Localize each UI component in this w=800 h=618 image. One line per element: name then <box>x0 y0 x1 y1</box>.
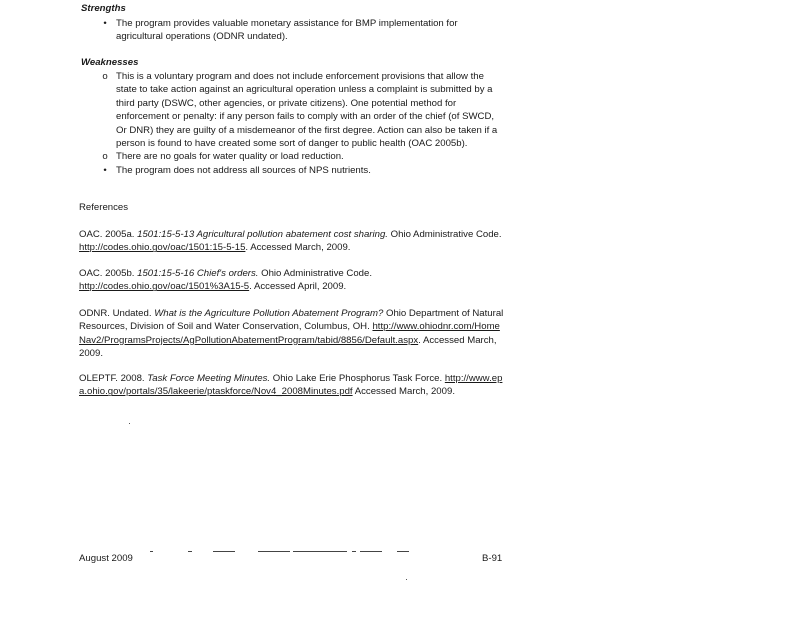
reference-entry-oac-2005b: OAC. 2005b. 1501:15-5-16 Chief's orders. Ohio Administrative Code. http://codes.ohio.gov/oac/1501%3A15-5. Accessed April, 2009. <box>79 268 373 293</box>
footer-rule-segment <box>188 551 192 552</box>
weaknesses-list <box>100 70 500 177</box>
scan-speck <box>129 423 130 424</box>
scan-speck <box>406 579 407 580</box>
list-item: o There are no goals for water quality or load reduction. <box>100 150 500 163</box>
list-item: • The program provides valuable monetary assistance for BMP implementation for agricultural operations (ODNR undated). <box>100 17 500 44</box>
footer-rule-segment <box>293 551 347 552</box>
bullet-icon: o <box>102 71 108 82</box>
reference-entry-oac-2005a: OAC. 2005a. 1501:15-5-13 Agricultural pollution abatement cost sharing. Ohio Administrative Code. http://codes.ohio.gov/oac/1501:15-5-15. Accessed March, 2009. <box>79 229 502 254</box>
bullet-icon: o <box>102 151 108 163</box>
reference-link[interactable]: http://www.ohiodnr.com/HomeNav2/ProgramsProjects/AgPollutionAbatementProgram/tabid/8856/Default.aspx <box>79 321 500 346</box>
footer-rule-segment <box>360 551 382 552</box>
reference-link[interactable]: http://www.epa.ohio.gov/portals/35/lakeerie/ptaskforce/Nov4_2008Minutes.pdf <box>79 373 503 398</box>
bullet-icon: • <box>103 18 107 29</box>
footer-rule-segment <box>213 551 235 552</box>
reference-link[interactable]: http://codes.ohio.gov/oac/1501:15-5-15 <box>79 242 246 254</box>
reference-entry-oleptf: OLEPTF. 2008. Task Force Meeting Minutes. Ohio Lake Erie Phosphorus Task Force. http://www.epa.ohio.gov/portals/35/lakeerie/ptaskforce/Nov4_2008Minutes.pdf Accessed March, 2009. <box>79 373 503 398</box>
footer-rule-segment <box>397 551 409 552</box>
references-heading: References <box>79 202 129 213</box>
weaknesses-heading: Weaknesses <box>81 57 139 68</box>
footer-date: August 2009 <box>79 553 133 564</box>
footer-rule-segment <box>352 551 356 552</box>
strengths-list <box>100 17 500 44</box>
bullet-icon: • <box>103 164 107 176</box>
reference-entry-odnr: ODNR. Undated. What is the Agriculture Pollution Abatement Program? Ohio Department of Natural Resources, Division of Soil and Water Conservation, Columbus, OH. http://www.ohiodnr.com/HomeNav2/ProgramsProjects/AgPollutionAbatementProgram/tabid/8856/Default.aspx. Accessed March, 2009. <box>79 308 504 360</box>
reference-link[interactable]: http://codes.ohio.gov/oac/1501%3A15-5 <box>79 281 250 293</box>
footer-rule-segment <box>258 551 290 552</box>
footer-rule-segment <box>150 551 153 552</box>
footer-page-number: B-91 <box>482 553 503 564</box>
strengths-heading: Strengths <box>81 3 126 14</box>
list-item: • The program does not address all sources of NPS nutrients. <box>100 164 500 177</box>
list-item: o This is a voluntary program and does not include enforcement provisions that allow the state to take action against an agricultural operation unless a complaint is submitted by a third party (DSWC, other agencies, or private citizens). One potential method for enforcement or penalty: if any person fails to comply with an order of the chief (of SWCD, Or DNR) they are guilty of a misdemeanor of the first degree. Action can also be taken if a person is found to have created some sort of danger to public health (OAC 2005b). <box>100 70 500 150</box>
